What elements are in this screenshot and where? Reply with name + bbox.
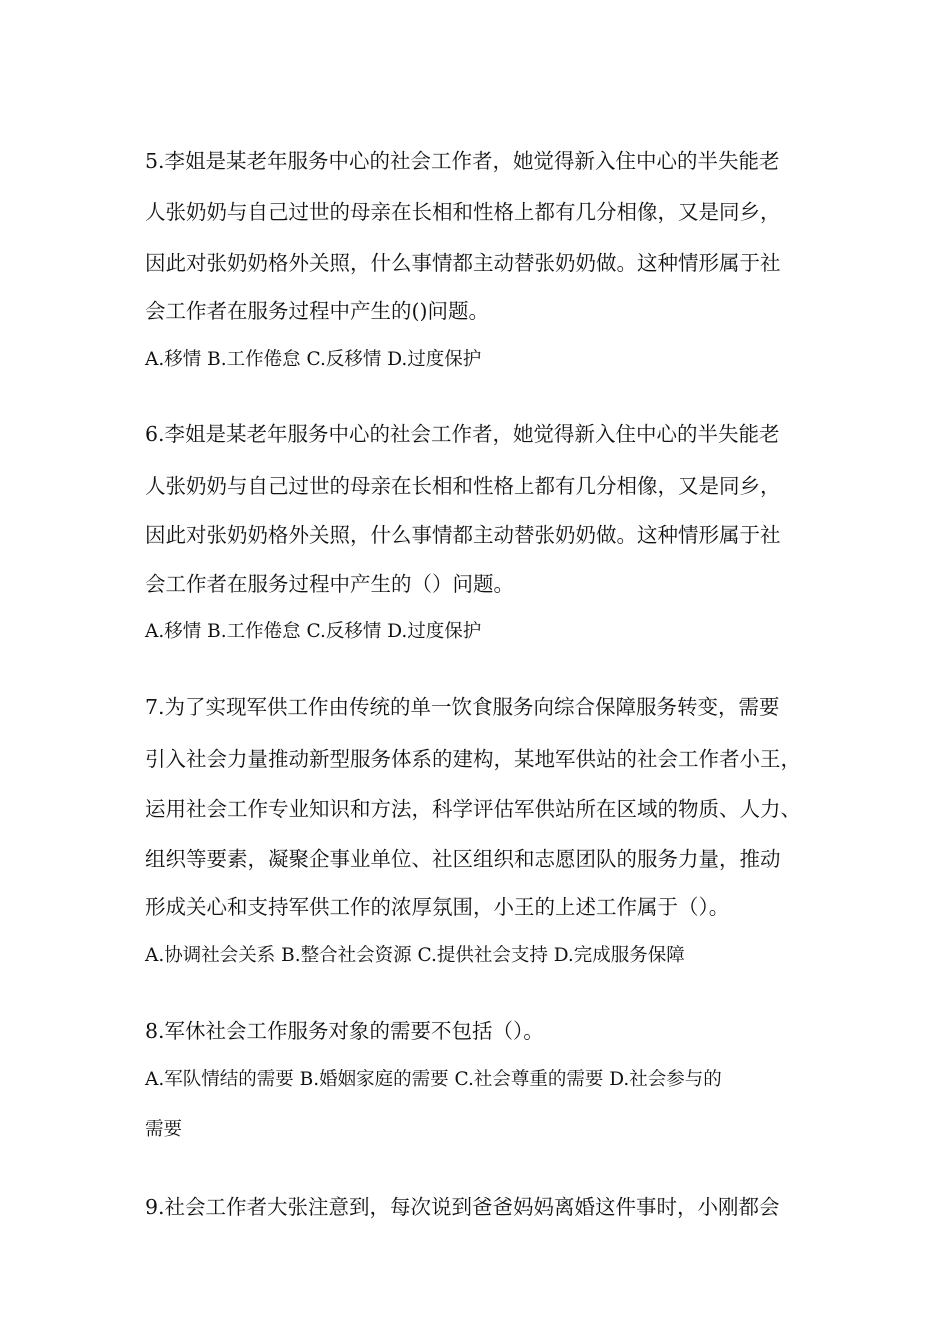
question-7-line-4: 组织等要素，凝聚企事业单位、社区组织和志愿团队的服务力量，推动 bbox=[145, 847, 781, 871]
question-5-line-4: 会工作者在服务过程中产生的()问题。 bbox=[145, 299, 489, 323]
question-7-line-3: 运用社会工作专业知识和方法，科学评估军供站所在区域的物质、人力、 bbox=[145, 797, 801, 821]
question-5-options: A.移情 B.工作倦怠 C.反移情 D.过度保护 bbox=[145, 349, 482, 370]
question-5-line-2: 人张奶奶与自己过世的母亲在长相和性格上都有几分相像，又是同乡， bbox=[145, 200, 781, 224]
question-9-line-1: 9.社会工作者大张注意到，每次说到爸爸妈妈离婚这件事时，小刚都会 bbox=[145, 1195, 780, 1219]
question-6-line-4: 会工作者在服务过程中产生的（）问题。 bbox=[145, 572, 514, 596]
question-6-line-3: 因此对张奶奶格外关照，什么事情都主动替张奶奶做。这种情形属于社 bbox=[145, 523, 781, 547]
question-5-line-1: 5.李姐是某老年服务中心的社会工作者，她觉得新入住中心的半失能老 bbox=[145, 149, 780, 173]
question-6-line-1: 6.李姐是某老年服务中心的社会工作者，她觉得新入住中心的半失能老 bbox=[145, 422, 780, 446]
question-7-line-1: 7.为了实现军供工作由传统的单一饮食服务向综合保障服务转变，需要 bbox=[145, 695, 780, 719]
question-8-line-1: 8.军休社会工作服务对象的需要不包括（）。 bbox=[145, 1019, 544, 1043]
question-7-line-5: 形成关心和支持军供工作的浓厚氛围，小王的上述工作属于（）。 bbox=[145, 895, 730, 919]
question-8-options-line-2: 需要 bbox=[145, 1119, 183, 1140]
question-5-line-3: 因此对张奶奶格外关照，什么事情都主动替张奶奶做。这种情形属于社 bbox=[145, 251, 781, 275]
question-6-options: A.移情 B.工作倦怠 C.反移情 D.过度保护 bbox=[145, 621, 482, 642]
question-7-options: A.协调社会关系 B.整合社会资源 C.提供社会支持 D.完成服务保障 bbox=[145, 945, 685, 966]
question-6-line-2: 人张奶奶与自己过世的母亲在长相和性格上都有几分相像，又是同乡， bbox=[145, 474, 781, 498]
question-8-options-line-1: A.军队情结的需要 B.婚姻家庭的需要 C.社会尊重的需要 D.社会参与的 bbox=[145, 1069, 722, 1090]
question-7-line-2: 引入社会力量推动新型服务体系的建构，某地军供站的社会工作者小王， bbox=[145, 747, 801, 771]
